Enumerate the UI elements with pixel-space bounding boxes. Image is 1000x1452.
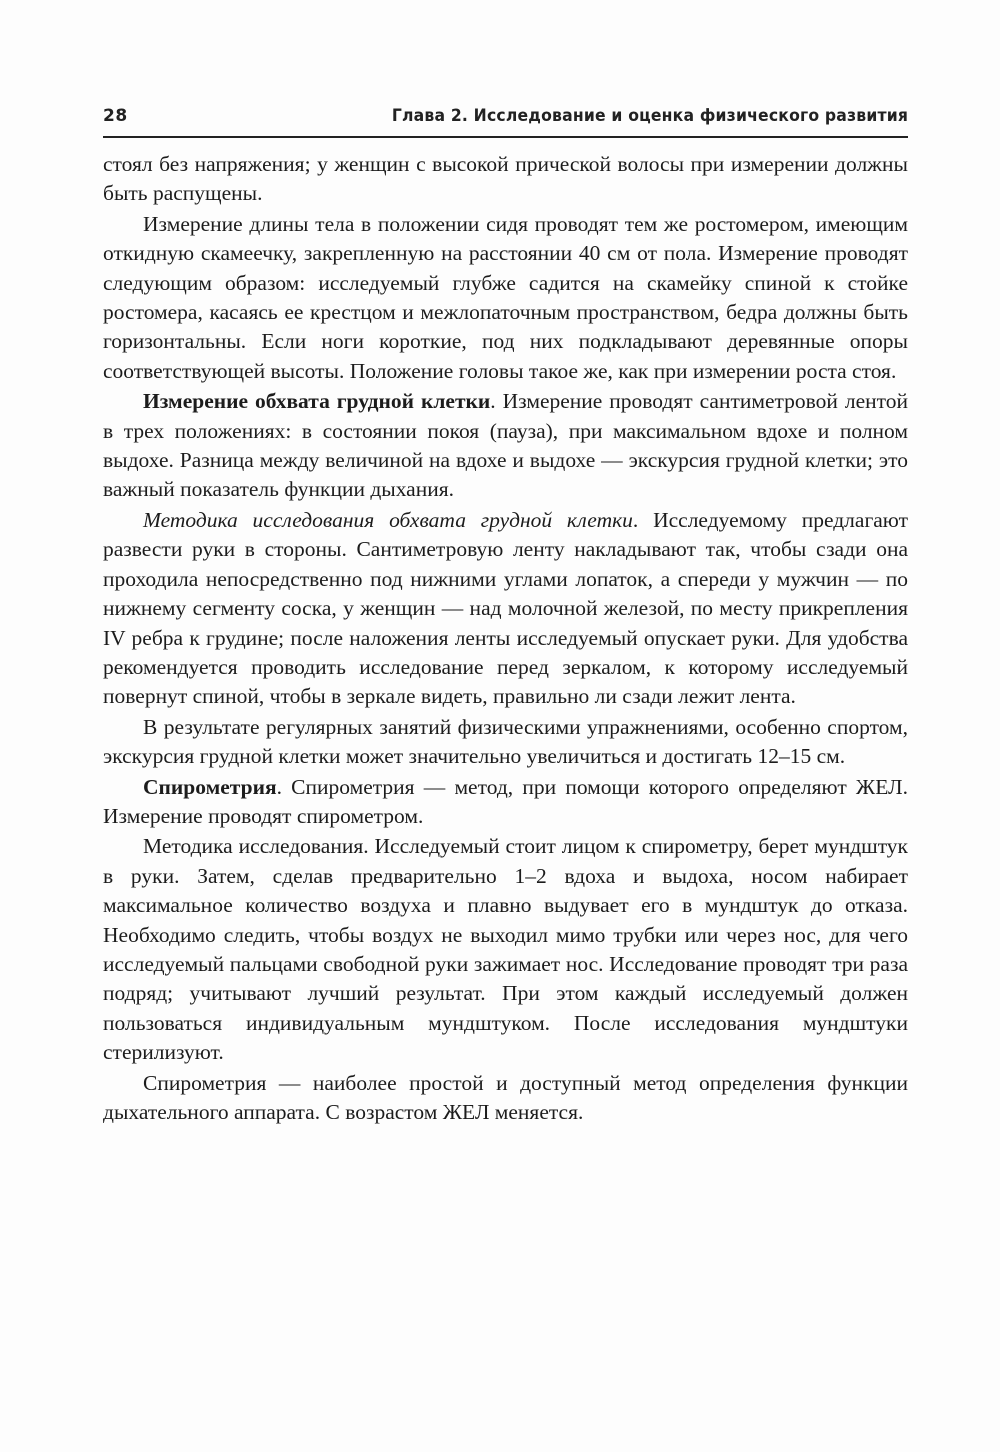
paragraph-text: . Спирометрия — метод, при помощи которого определяют ЖЕЛ. Измерение проводят спирометром.	[103, 774, 908, 828]
paragraph-spirometry-summary	[103, 1069, 908, 1128]
paragraph-text: Спирометрия — наиболее простой и доступный метод определения функции дыхательного аппарата. С возрастом ЖЕЛ меняется.	[103, 1070, 908, 1124]
section-lead-bold: Спирометрия	[143, 774, 277, 799]
paragraph-text: . Исследуемому предлагают развести руки в стороны. Сантиметровую ленту накладывают так, чтобы сзади она проходила непосредственно под нижними углами лопаток, а спереди у мужчин — по нижнему сегменту соска, у женщин — над молочной железой, по месту прикрепления IV ребра к грудине; после наложения ленты исследуемый опускает руки. Для удобства рекомендуется проводить исследование перед зеркалом, к которому исследуемый повернут спиной, чтобы в зеркале видеть, правильно ли сзади лежит лента.	[103, 507, 908, 709]
paragraph-continuation	[103, 150, 908, 209]
page-number: 28	[103, 106, 128, 126]
paragraph-text: В результате регулярных занятий физическими упражнениями, особенно спортом, экскурсия грудной клетки может значительно увеличиться и достигать 12–15 см.	[103, 714, 908, 769]
paragraph-training-effect	[103, 713, 908, 772]
paragraph-chest-girth	[103, 387, 908, 505]
running-title: Глава 2. Исследование и оценка физического развития	[391, 106, 908, 126]
paragraph-text: Измерение длины тела в положении сидя проводят тем же ростомером, имеющим откидную скамеечку, закрепленную на расстоянии 40 см от пола. Измерение проводят следующим образом: исследуемый глубже садится на скамейку спиной к стойке ростомера, касаясь ее крестцом и межлопаточным пространством, бедра должны быть горизонтальны. Если ноги короткие, под них подкладывают деревянные опоры соответствующей высоты. Положение головы такое же, как при измерении роста стоя.	[103, 211, 908, 383]
paragraph-spirometry-method	[103, 832, 908, 1067]
section-lead-bold: Измерение обхвата грудной клетки	[143, 389, 491, 414]
section-lead-italic: Методика исследования обхвата грудной клетки	[143, 507, 633, 532]
paragraph-spirometry	[103, 773, 908, 832]
header-divider	[103, 136, 908, 138]
paragraph-text: . Измерение проводят сантиметровой лентой в трех положениях: в состоянии покоя (пауза), при максимальном вдохе и полном выдохе. Разница между величиной на вдохе и выдохе — экскурсия грудной клетки; это важный показатель функции дыхания.	[103, 389, 909, 502]
paragraph-sitting-height	[103, 210, 908, 386]
body-text	[103, 150, 908, 1128]
page-header	[103, 98, 908, 134]
paragraph-text: Методика исследования. Исследуемый стоит лицом к спирометру, берет мундштук в руки. Затем, сделав предварительно 1–2 вдоха и выдоха, носом набирает максимальное количество воздуха и плавно выдувает его в мундштук до отказа. Необходимо следить, чтобы воздух не выходил мимо трубки или через нос, для чего исследуемый пальцами свободной руки зажимает нос. Исследование проводят три раза подряд; учитывают лучший результат. При этом каждый исследуемый должен пользоваться индивидуальным мундштуком. После исследования мундштуки стерилизуют.	[103, 834, 908, 1065]
paragraph-text: стоял без напряжения; у женщин с высокой прической волосы при измерении должны быть распущены.	[103, 152, 908, 206]
paragraph-chest-method	[103, 506, 908, 712]
